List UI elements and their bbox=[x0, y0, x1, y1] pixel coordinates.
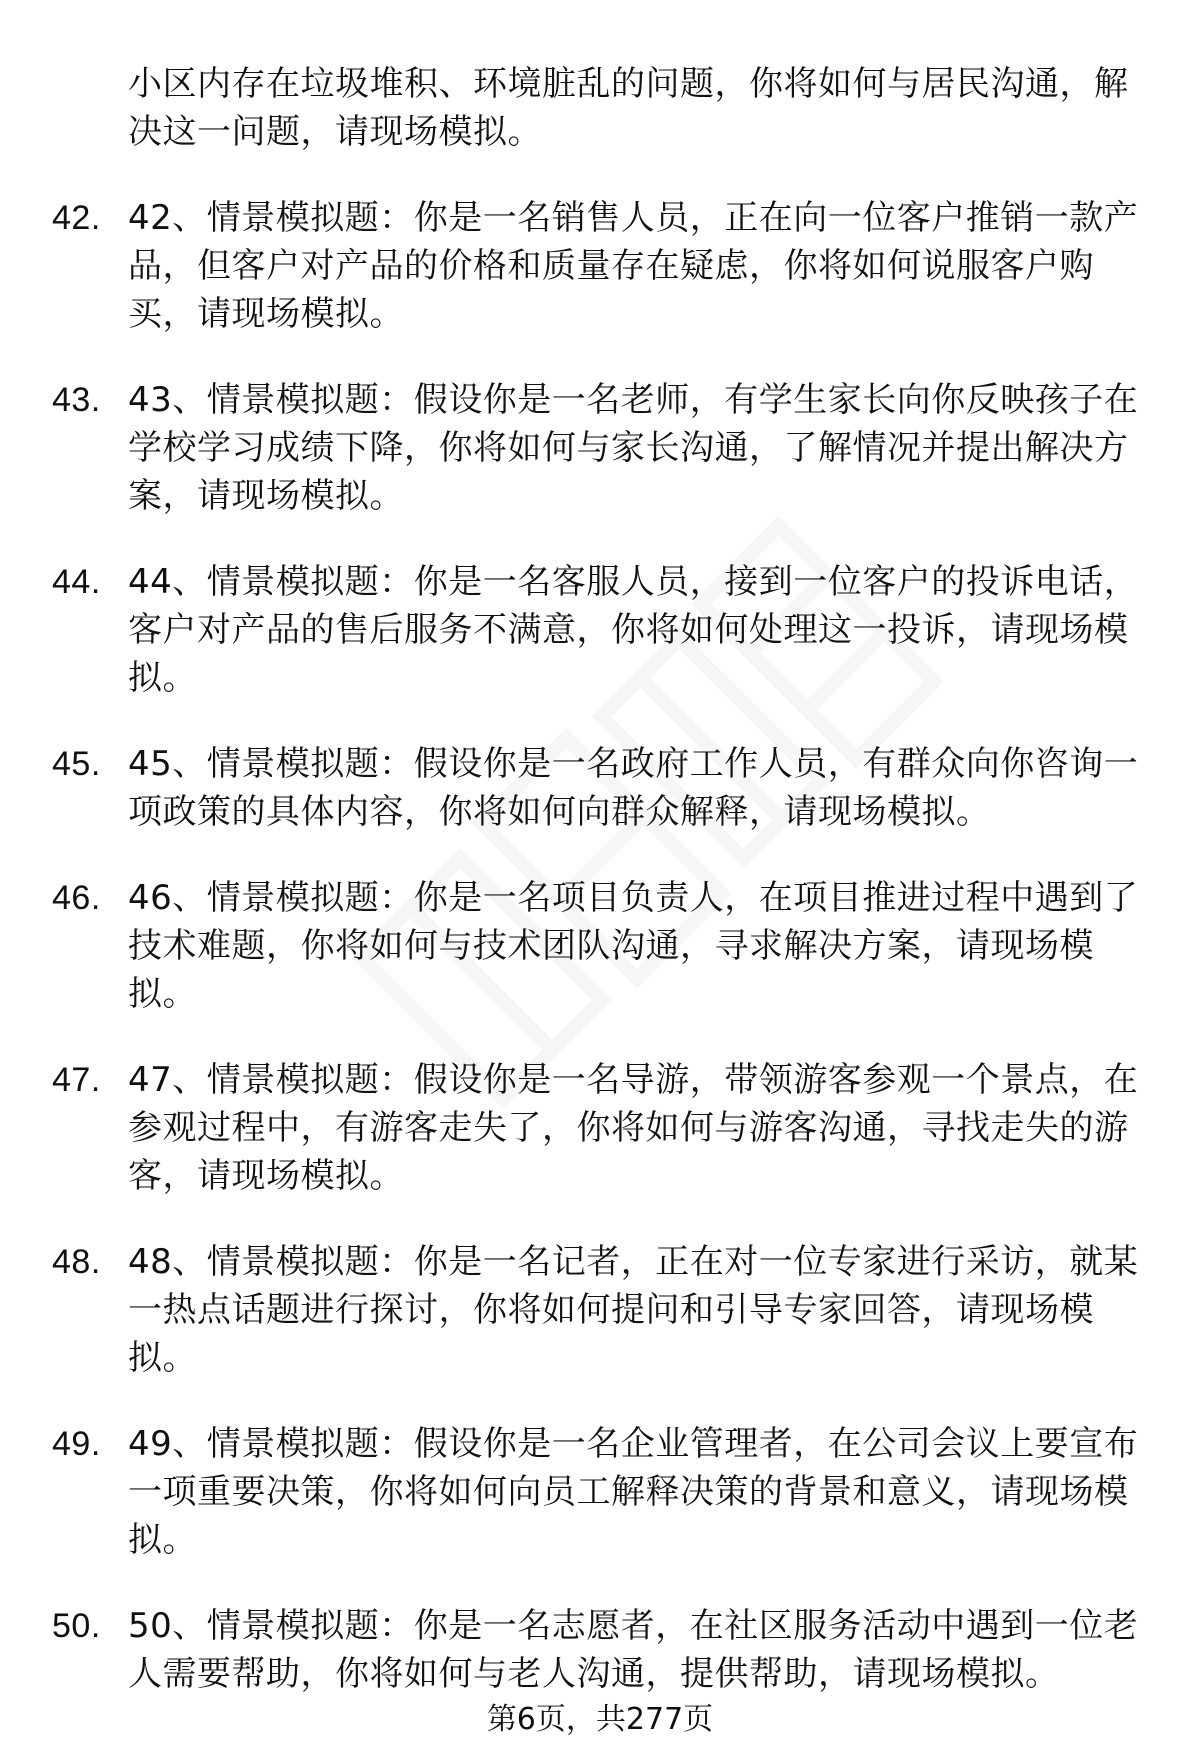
list-item bbox=[52, 194, 1157, 338]
item-text: 47、情景模拟题：假设你是一名导游，带领游客参观一个景点，在参观过程中，有游客走失了，你将如何与游客沟通，寻找走失的游客，请现场模拟。 bbox=[128, 1060, 1139, 1196]
item-text: 44、情景模拟题：你是一名客服人员，接到一位客户的投诉电话，客户对产品的售后服务不满意，你将如何处理这一投诉，请现场模拟。 bbox=[128, 562, 1139, 698]
list-item bbox=[52, 1238, 1157, 1382]
item-text: 46、情景模拟题：你是一名项目负责人，在项目推进过程中遇到了技术难题，你将如何与技术团队沟通，寻求解决方案，请现场模拟。 bbox=[128, 878, 1139, 1014]
continued-question-text: 小区内存在垃圾堆积、环境脏乱的问题，你将如何与居民沟通，解决这一问题，请现场模拟。 bbox=[128, 64, 1129, 152]
item-text: 50、情景模拟题：你是一名志愿者，在社区服务活动中遇到一位老人需要帮助，你将如何与老人沟通，提供帮助，请现场模拟。 bbox=[128, 1606, 1139, 1694]
list-item bbox=[52, 558, 1157, 702]
list-item bbox=[52, 1420, 1157, 1564]
item-text: 45、情景模拟题：假设你是一名政府工作人员，有群众向你咨询一项政策的具体内容，你将如何向群众解释，请现场模拟。 bbox=[128, 744, 1139, 832]
item-number: 42. bbox=[52, 199, 101, 237]
item-number: 47. bbox=[52, 1061, 101, 1099]
list-item bbox=[52, 874, 1157, 1018]
item-number: 43. bbox=[52, 381, 101, 419]
item-text: 42、情景模拟题：你是一名销售人员，正在向一位客户推销一款产品，但客户对产品的价格和质量存在疑虑，你将如何说服客户购买，请现场模拟。 bbox=[128, 198, 1139, 334]
item-text: 48、情景模拟题：你是一名记者，正在对一位专家进行采访，就某一热点话题进行探讨，你将如何提问和引导专家回答，请现场模拟。 bbox=[128, 1242, 1139, 1378]
list-item bbox=[52, 1056, 1157, 1200]
item-number: 46. bbox=[52, 879, 101, 917]
question-list bbox=[52, 60, 1157, 1736]
item-number: 50. bbox=[52, 1607, 101, 1645]
list-item bbox=[52, 376, 1157, 520]
item-text: 49、情景模拟题：假设你是一名企业管理者，在公司会议上要宣布一项重要决策，你将如何向员工解释决策的背景和意义，请现场模拟。 bbox=[128, 1424, 1139, 1560]
item-number: 44. bbox=[52, 563, 101, 601]
item-text: 43、情景模拟题：假设你是一名老师，有学生家长向你反映孩子在学校学习成绩下降，你将如何与家长沟通，了解情况并提出解决方案，请现场模拟。 bbox=[128, 380, 1139, 516]
list-item bbox=[52, 740, 1157, 836]
list-item bbox=[52, 1602, 1157, 1698]
page-number-footer: 第6页，共277页 bbox=[486, 1702, 714, 1737]
item-number: 45. bbox=[52, 745, 101, 783]
item-number: 49. bbox=[52, 1425, 101, 1463]
item-number: 48. bbox=[52, 1243, 101, 1281]
